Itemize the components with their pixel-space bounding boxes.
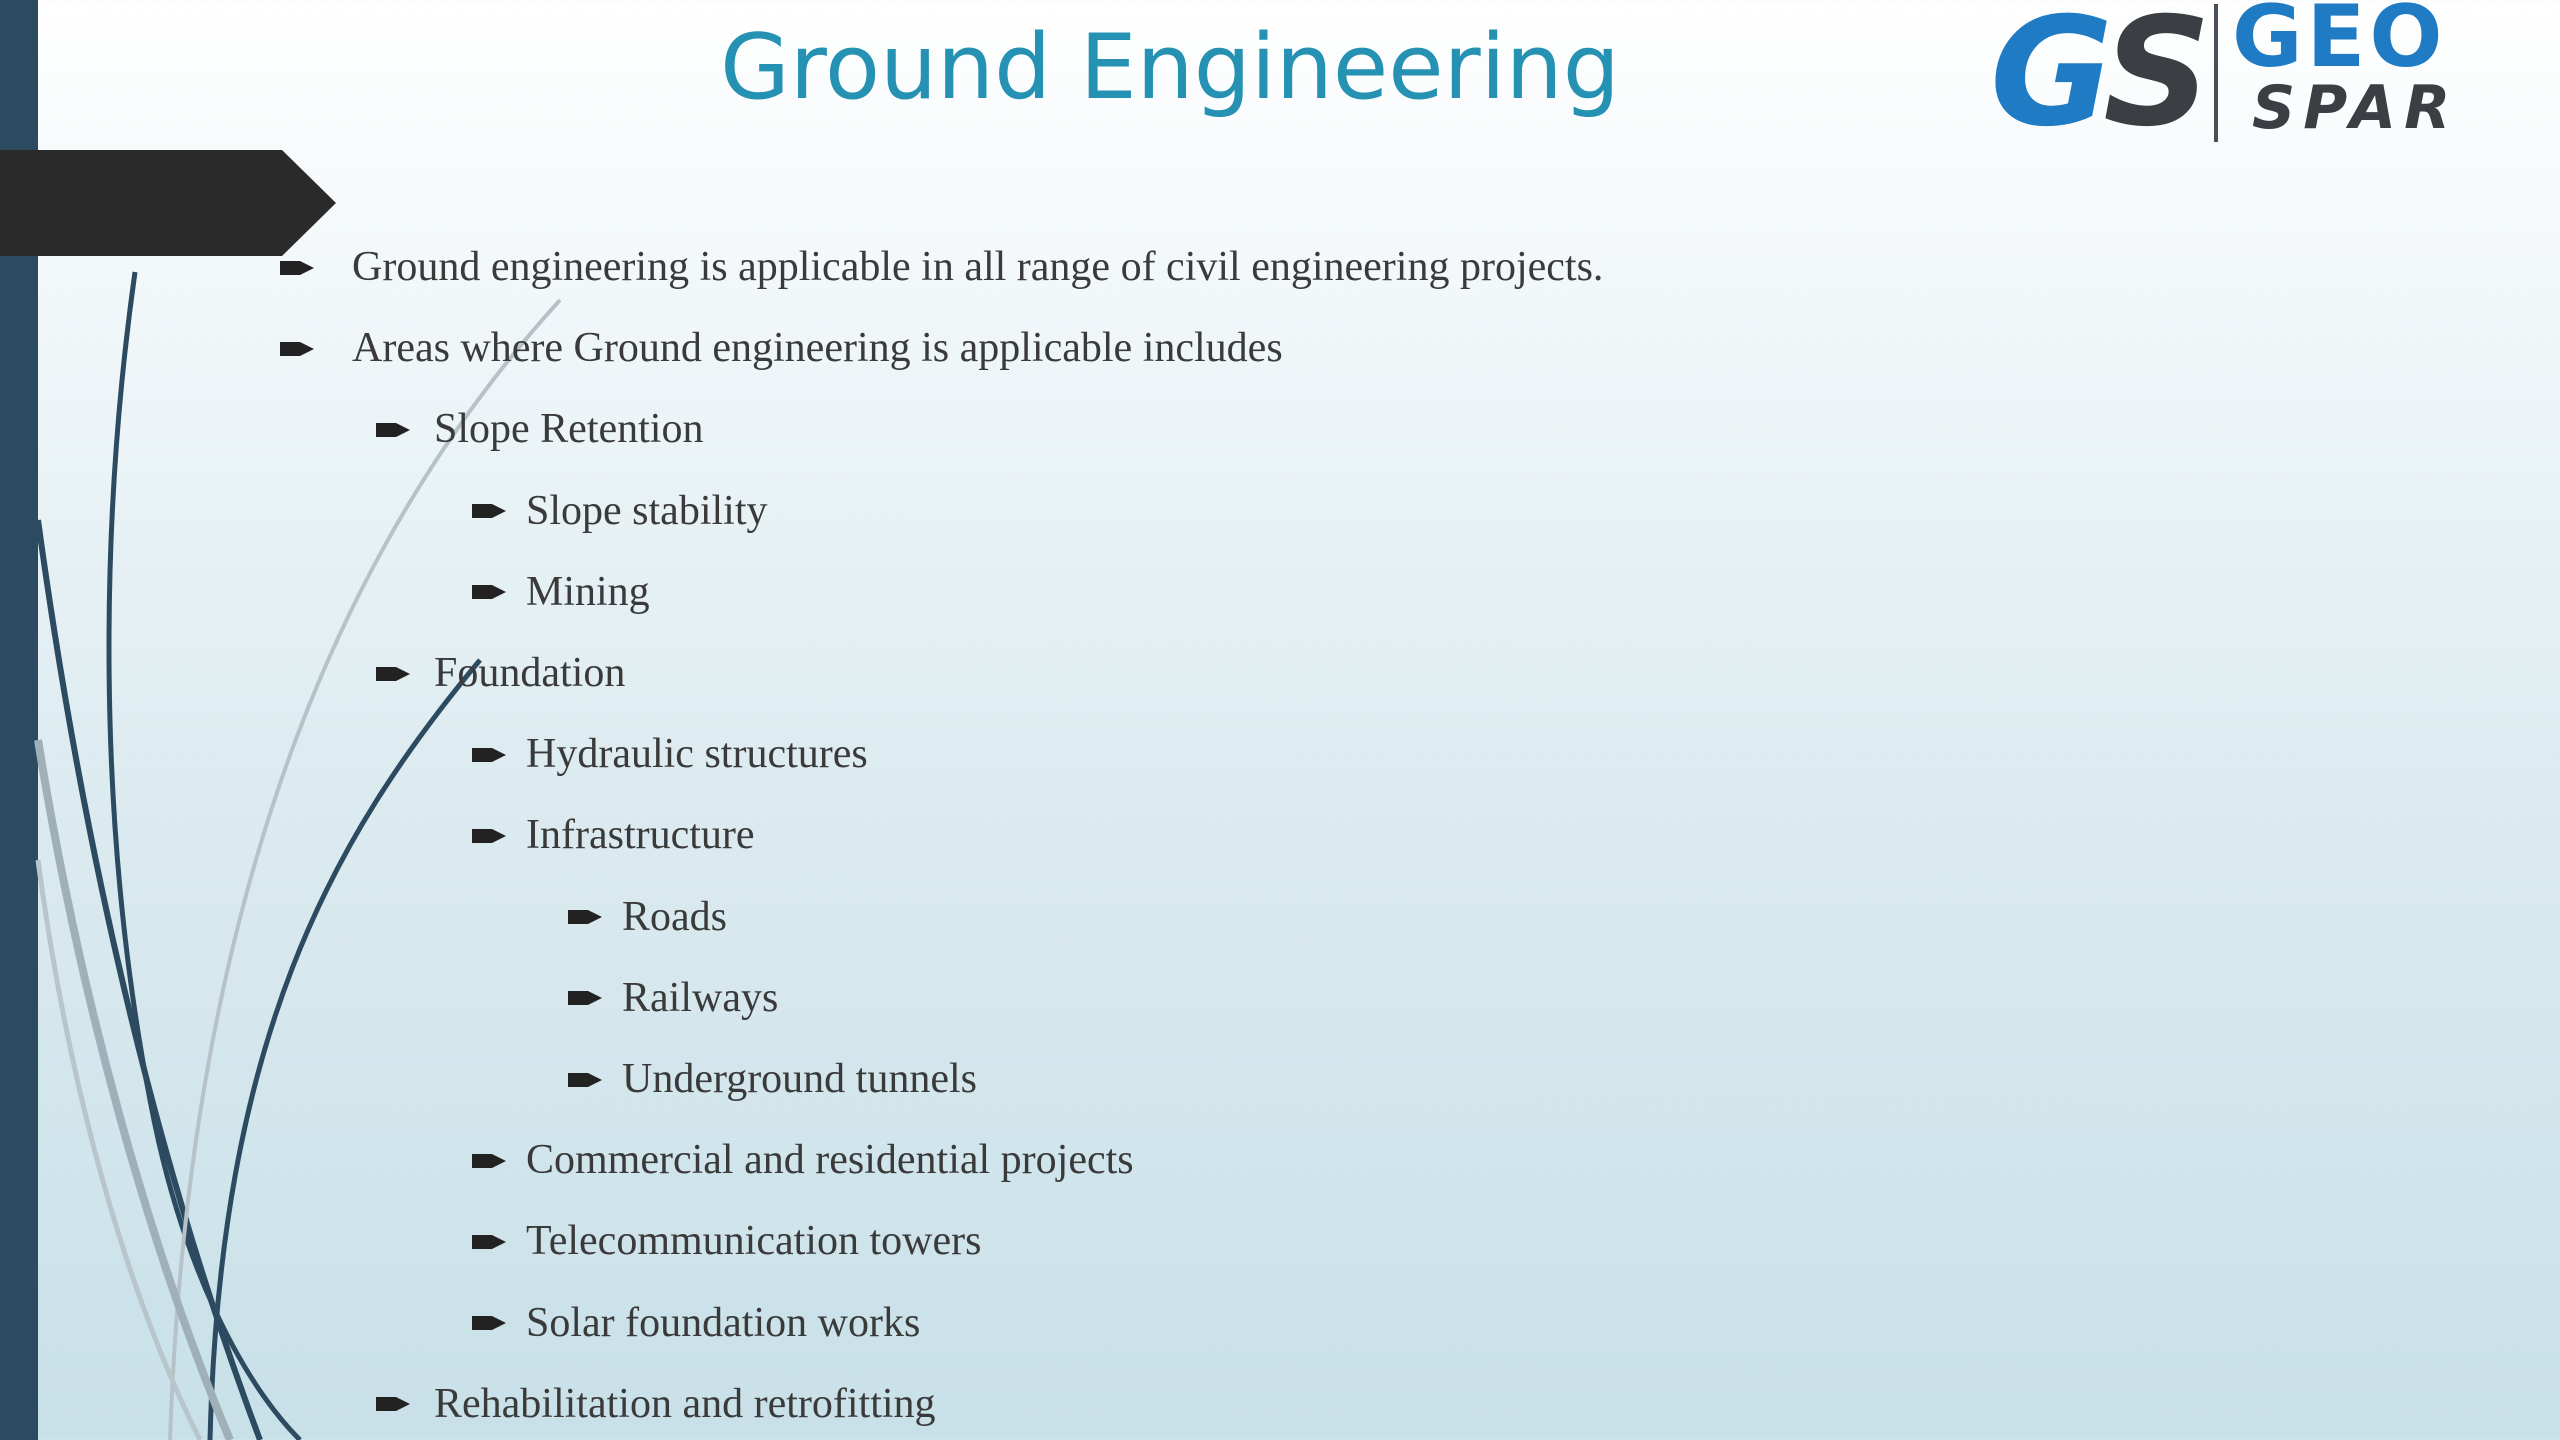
- arrow-right-icon: [568, 908, 602, 926]
- bullet-item: [568, 877, 727, 958]
- bullet-text: Areas where Ground engineering is applicable includes: [352, 325, 1283, 372]
- arrow-right-icon: [472, 502, 506, 520]
- bullet-item: [568, 1039, 977, 1120]
- arrow-right-icon: [472, 1233, 506, 1251]
- bullet-item: [472, 1283, 920, 1364]
- bullet-item: [376, 389, 703, 470]
- bullet-text: Underground tunnels: [622, 1056, 978, 1102]
- logo-mark-s: S: [2103, 0, 2202, 160]
- arrow-right-icon: [376, 421, 410, 439]
- bullet-item: [472, 471, 768, 552]
- bullet-text: Slope stability: [526, 487, 768, 534]
- bullet-text: Rehabilitation and retrofitting: [434, 1380, 936, 1427]
- arrow-right-icon: [472, 1314, 506, 1332]
- bullet-item: [472, 552, 650, 633]
- logo-mark-g: G: [1990, 0, 2104, 160]
- bullet-text: Mining: [526, 568, 650, 615]
- arrow-right-icon: [472, 827, 506, 845]
- bullet-text: Commercial and residential projects: [526, 1137, 1134, 1184]
- bullet-item: [280, 227, 1603, 308]
- bullet-text: Infrastructure: [526, 812, 755, 859]
- arrow-right-icon: [280, 340, 314, 358]
- bullet-item: [472, 1120, 1134, 1201]
- bullet-text: Solar foundation works: [526, 1299, 921, 1346]
- arrow-right-icon: [472, 746, 506, 764]
- arrow-right-icon: [568, 1071, 602, 1089]
- bullet-item: [472, 795, 755, 876]
- arrow-right-icon: [376, 665, 410, 683]
- bullet-item: [376, 633, 625, 714]
- arrow-right-icon: [472, 1152, 506, 1170]
- bullet-text: Hydraulic structures: [526, 731, 868, 778]
- slide-title: Ground Engineering: [720, 15, 1620, 120]
- bullet-text: Ground engineering is applicable in all range of civil engineering projects.: [352, 244, 1604, 290]
- arrow-right-icon: [280, 259, 314, 277]
- arrow-right-icon: [472, 583, 506, 601]
- bullet-item: [472, 714, 868, 795]
- bullet-text: Roads: [622, 893, 727, 940]
- arrow-right-icon: [376, 1395, 410, 1413]
- bullet-text: Telecommunication towers: [526, 1218, 982, 1265]
- bullet-text: Railways: [622, 974, 779, 1021]
- bullet-item: [280, 308, 1283, 389]
- bullet-text: Slope Retention: [434, 406, 704, 453]
- logo-name-top: GEO: [2232, 0, 2447, 87]
- arrow-right-icon: [568, 989, 602, 1007]
- bullet-item: [568, 958, 778, 1039]
- bullet-text: Foundation: [434, 650, 626, 696]
- bullet-item: [472, 1201, 981, 1282]
- logo-name-bottom: SPAR: [2252, 73, 2459, 143]
- bullet-item: [376, 1364, 936, 1440]
